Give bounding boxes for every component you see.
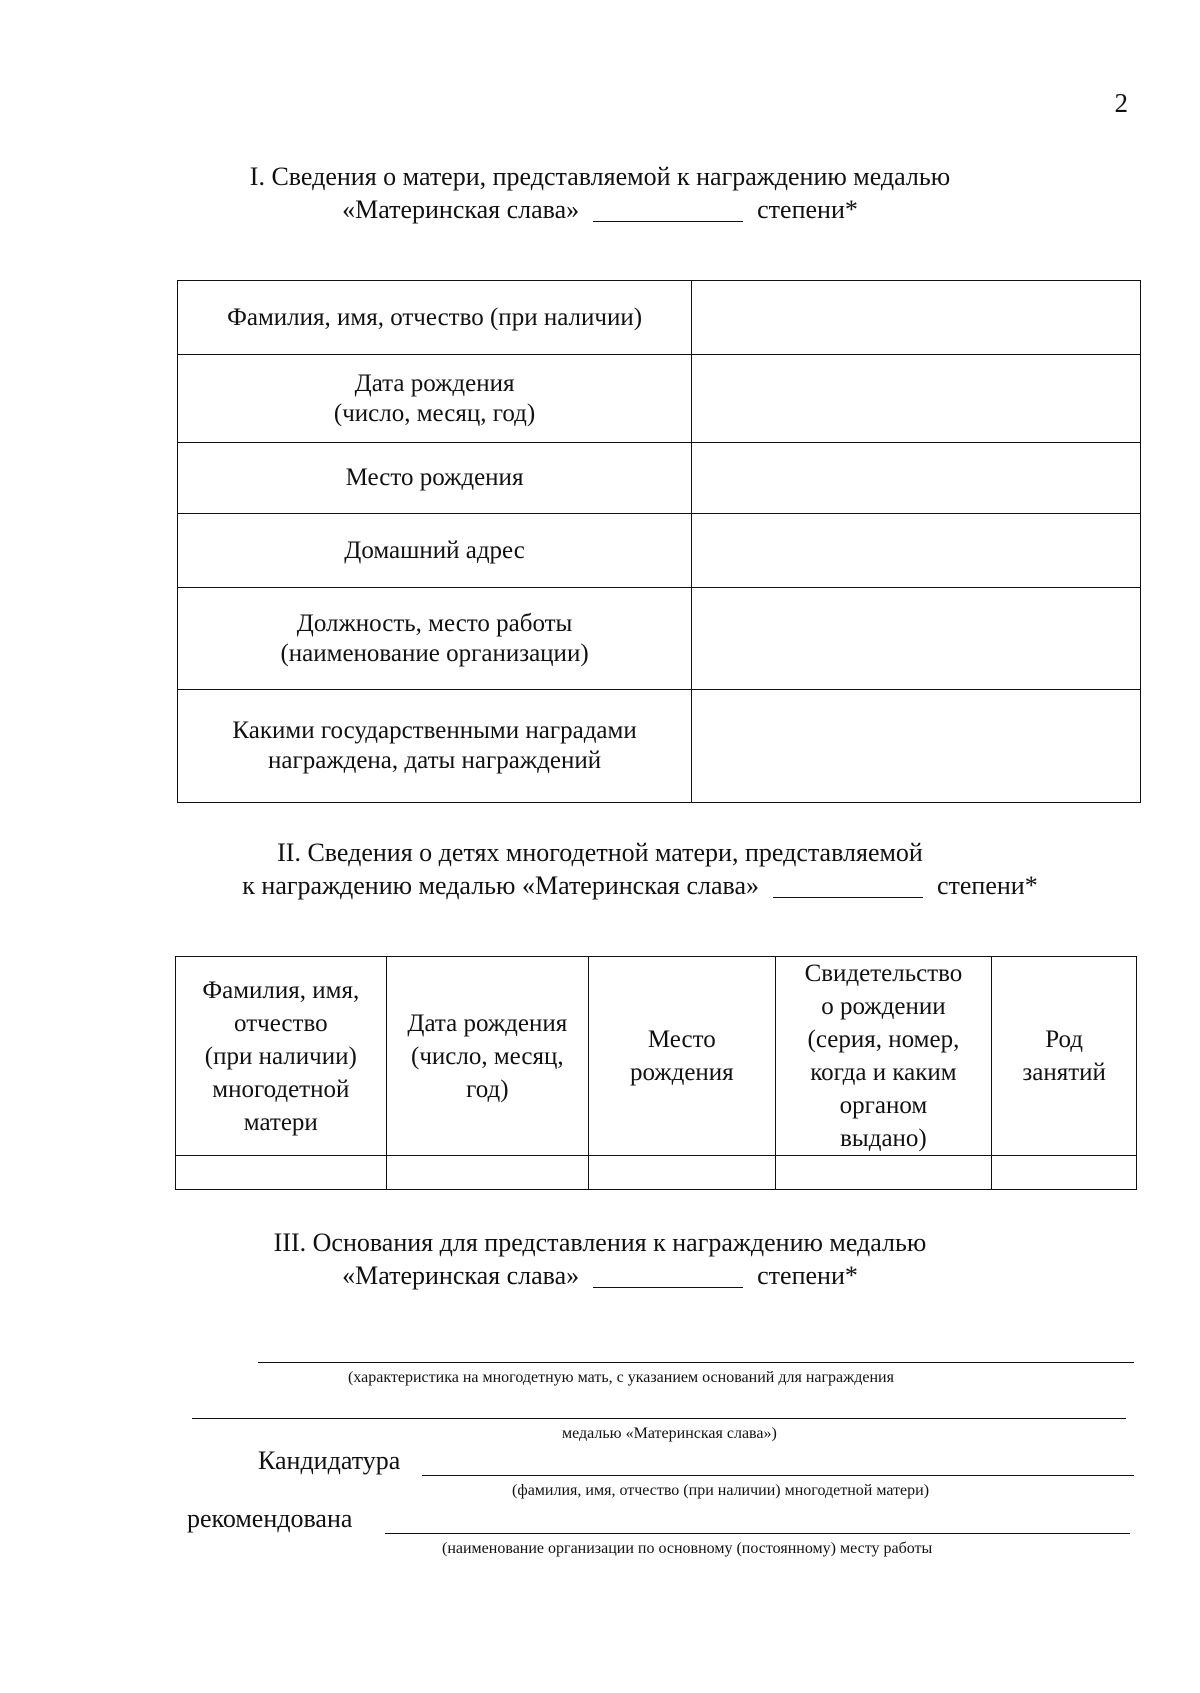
mother-info-row	[178, 588, 1141, 690]
characteristic-line-1[interactable]	[258, 1362, 1134, 1363]
row-value-address[interactable]	[692, 514, 1141, 588]
row-label-position: Должность, место работы (наименование организации)	[178, 588, 692, 690]
col-header-certificate: Свидетельство о рождении (серия, номер, когда и каким органом выдано)	[775, 957, 992, 1156]
row-label-fio: Фамилия, имя, отчество (при наличии)	[178, 281, 692, 355]
characteristic-line-2[interactable]	[192, 1418, 1126, 1419]
row-value-awards[interactable]	[692, 690, 1141, 803]
cell-birthplace[interactable]	[589, 1156, 776, 1190]
candidate-label: Кандидатура	[258, 1446, 401, 1475]
candidate-line[interactable]	[422, 1475, 1134, 1476]
characteristic-caption-2: медалью «Материнская слава»)	[562, 1425, 777, 1442]
col-header-birthplace: Место рождения	[589, 957, 776, 1156]
children-table-header	[176, 957, 1137, 1156]
section3-heading-prefix: «Материнская слава»	[342, 1261, 580, 1290]
section2-heading-line1: II. Сведения о детях многодетной матери, представляемой	[277, 838, 923, 867]
characteristic-caption-1: (характеристика на многодетную мать, с указанием оснований для награждения	[348, 1369, 894, 1386]
section1-heading-line1: I. Сведения о матери, представляемой к награждению медалью	[249, 162, 951, 191]
cell-certificate[interactable]	[775, 1156, 992, 1190]
candidate-caption: (фамилия, имя, отчество (при наличии) многодетной матери)	[512, 1482, 930, 1499]
col-header-fio: Фамилия, имя, отчество (при наличии) многодетной матери	[176, 957, 387, 1156]
cell-fio[interactable]	[176, 1156, 387, 1190]
mother-info-table	[177, 280, 1141, 803]
mother-info-row	[178, 281, 1141, 355]
section2-heading-suffix: степени*	[936, 871, 1038, 900]
row-value-birthplace[interactable]	[692, 443, 1141, 514]
degree-blank-2[interactable]	[773, 873, 923, 898]
cell-birthdate[interactable]	[386, 1156, 588, 1190]
row-value-birthdate[interactable]	[692, 355, 1141, 443]
section1-heading-prefix: «Материнская слава»	[342, 195, 580, 224]
row-label-birthdate: Дата рождения (число, месяц, год)	[178, 355, 692, 443]
mother-info-row	[178, 355, 1141, 443]
row-value-position[interactable]	[692, 588, 1141, 690]
page-number: 2	[1114, 88, 1128, 118]
children-table	[175, 956, 1137, 1190]
recommended-line[interactable]	[385, 1533, 1130, 1534]
col-header-birthdate: Дата рождения (число, месяц, год)	[386, 957, 588, 1156]
section3-heading	[0, 1226, 1200, 1292]
section1-heading-suffix: степени*	[757, 195, 858, 224]
row-label-address: Домашний адрес	[178, 514, 692, 588]
degree-blank-1[interactable]	[593, 197, 743, 222]
mother-info-row	[178, 514, 1141, 588]
section2-heading-prefix: к награждению медалью «Материнская слава»	[242, 871, 759, 900]
section1-heading	[0, 160, 1200, 226]
recommended-caption: (наименование организации по основному (постоянному) месту работы	[442, 1540, 933, 1557]
mother-info-row	[178, 690, 1141, 803]
children-table-row	[176, 1156, 1137, 1190]
section3-heading-line1: III. Основания для представления к награждению медалью	[273, 1228, 927, 1257]
degree-blank-3[interactable]	[593, 1263, 743, 1288]
section2-heading	[0, 836, 1200, 902]
row-value-fio[interactable]	[692, 281, 1141, 355]
recommended-label: рекомендована	[187, 1504, 353, 1533]
col-header-occupation: Род занятий	[992, 957, 1137, 1156]
mother-info-row	[178, 443, 1141, 514]
row-label-birthplace: Место рождения	[178, 443, 692, 514]
row-label-awards: Какими государственными наградами награждена, даты награждений	[178, 690, 692, 803]
cell-occupation[interactable]	[992, 1156, 1137, 1190]
section3-heading-suffix: степени*	[757, 1261, 858, 1290]
